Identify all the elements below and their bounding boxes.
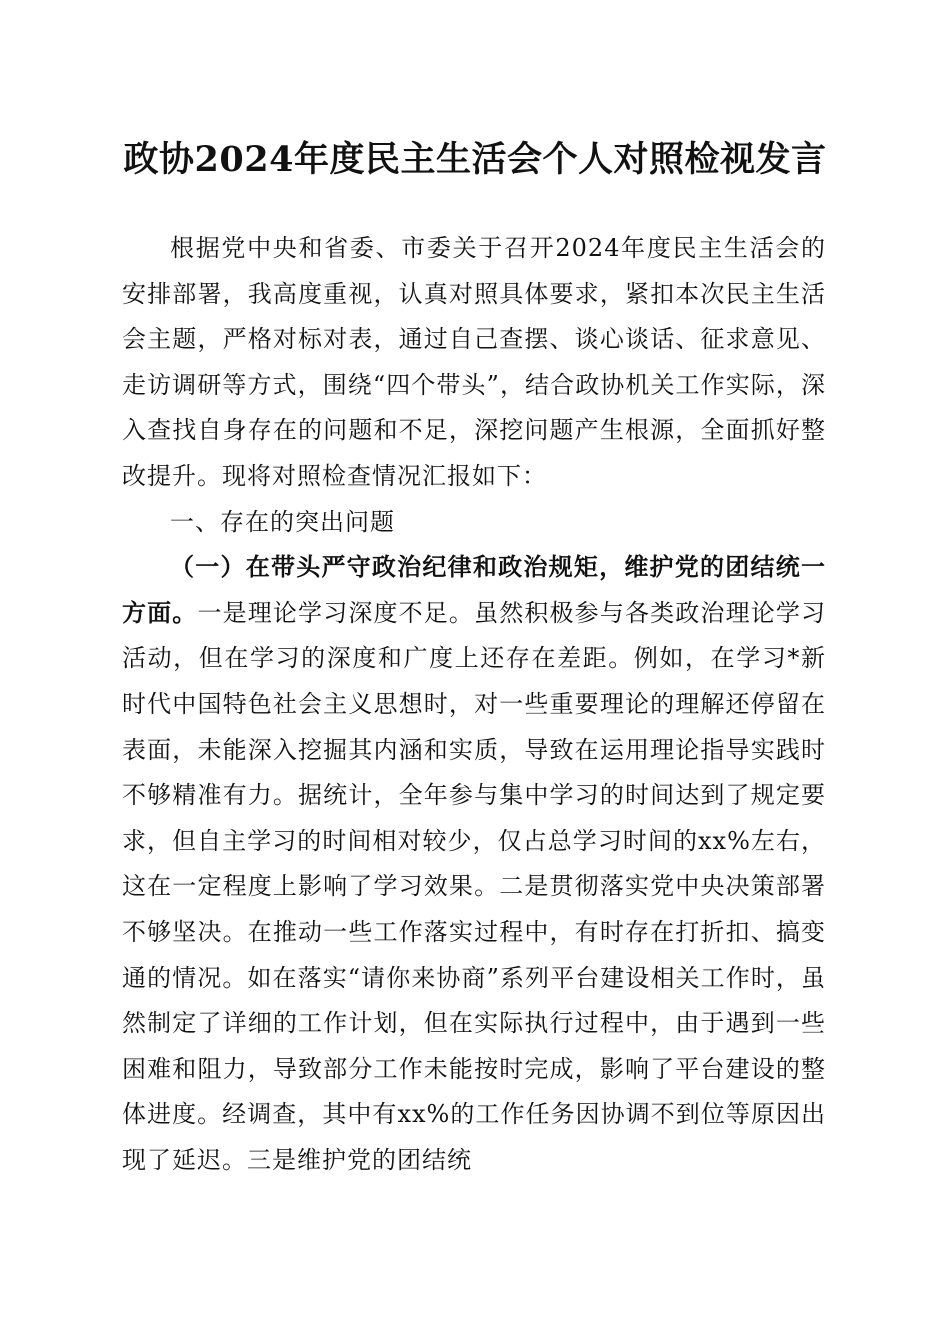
subsection-heading: （一）在带头严守政治纪律和政治规矩，维护党的团结统一方面。 (122, 553, 826, 627)
section-heading-text: 一、存在的突出问题 (170, 507, 395, 536)
intro-paragraph: 根据党中央和省委、市委关于召开2024年度民主生活会的安排部署，我高度重视，认真对照具体要求，紧扣本次民主生活会主题，严格对标对表，通过自己查摆、谈心谈话、征求意见、走访调研等方式，围绕“四个带头”，结合政协机关工作实际，深入查找自身存在的问题和不足，深挖问题产生根源，全面抓好整改提升。现将对照检查情况汇报如下： (122, 234, 826, 490)
subsection-paragraph (122, 545, 826, 1183)
section-heading (122, 500, 826, 546)
document-title: 政协2024年度民主生活会个人对照检视发言 (123, 139, 827, 180)
subsection-body: 一是理论学习深度不足。虽然积极参与各类政治理论学习活动，但在学习的深度和广度上还存在差距。例如，在学习*新时代中国特色社会主义思想时，对一些重要理论的理解还停留在表面，未能深入挖掘其内涵和实质，导致在运用理论指导实践时不够精准有力。据统计，全年参与集中学习的时间达到了规定要求，但自主学习的时间相对较少，仅占总学习时间的xx%左右，这在一定程度上影响了学习效果。二是贯彻落实党中央决策部署不够坚决。在推动一些工作落实过程中，有时存在打折扣、搞变通的情况。如在落实“请你来协商”系列平台建设相关工作时，虽然制定了详细的工作计划，但在实际执行过程中，由于遇到一些困难和阻力，导致部分工作未能按时完成，影响了平台建设的整体进度。经调查，其中有xx%的工作任务因协调不到位等原因出现了延迟。三是维护党的团结统 (122, 598, 827, 1174)
document-body (122, 226, 826, 1183)
